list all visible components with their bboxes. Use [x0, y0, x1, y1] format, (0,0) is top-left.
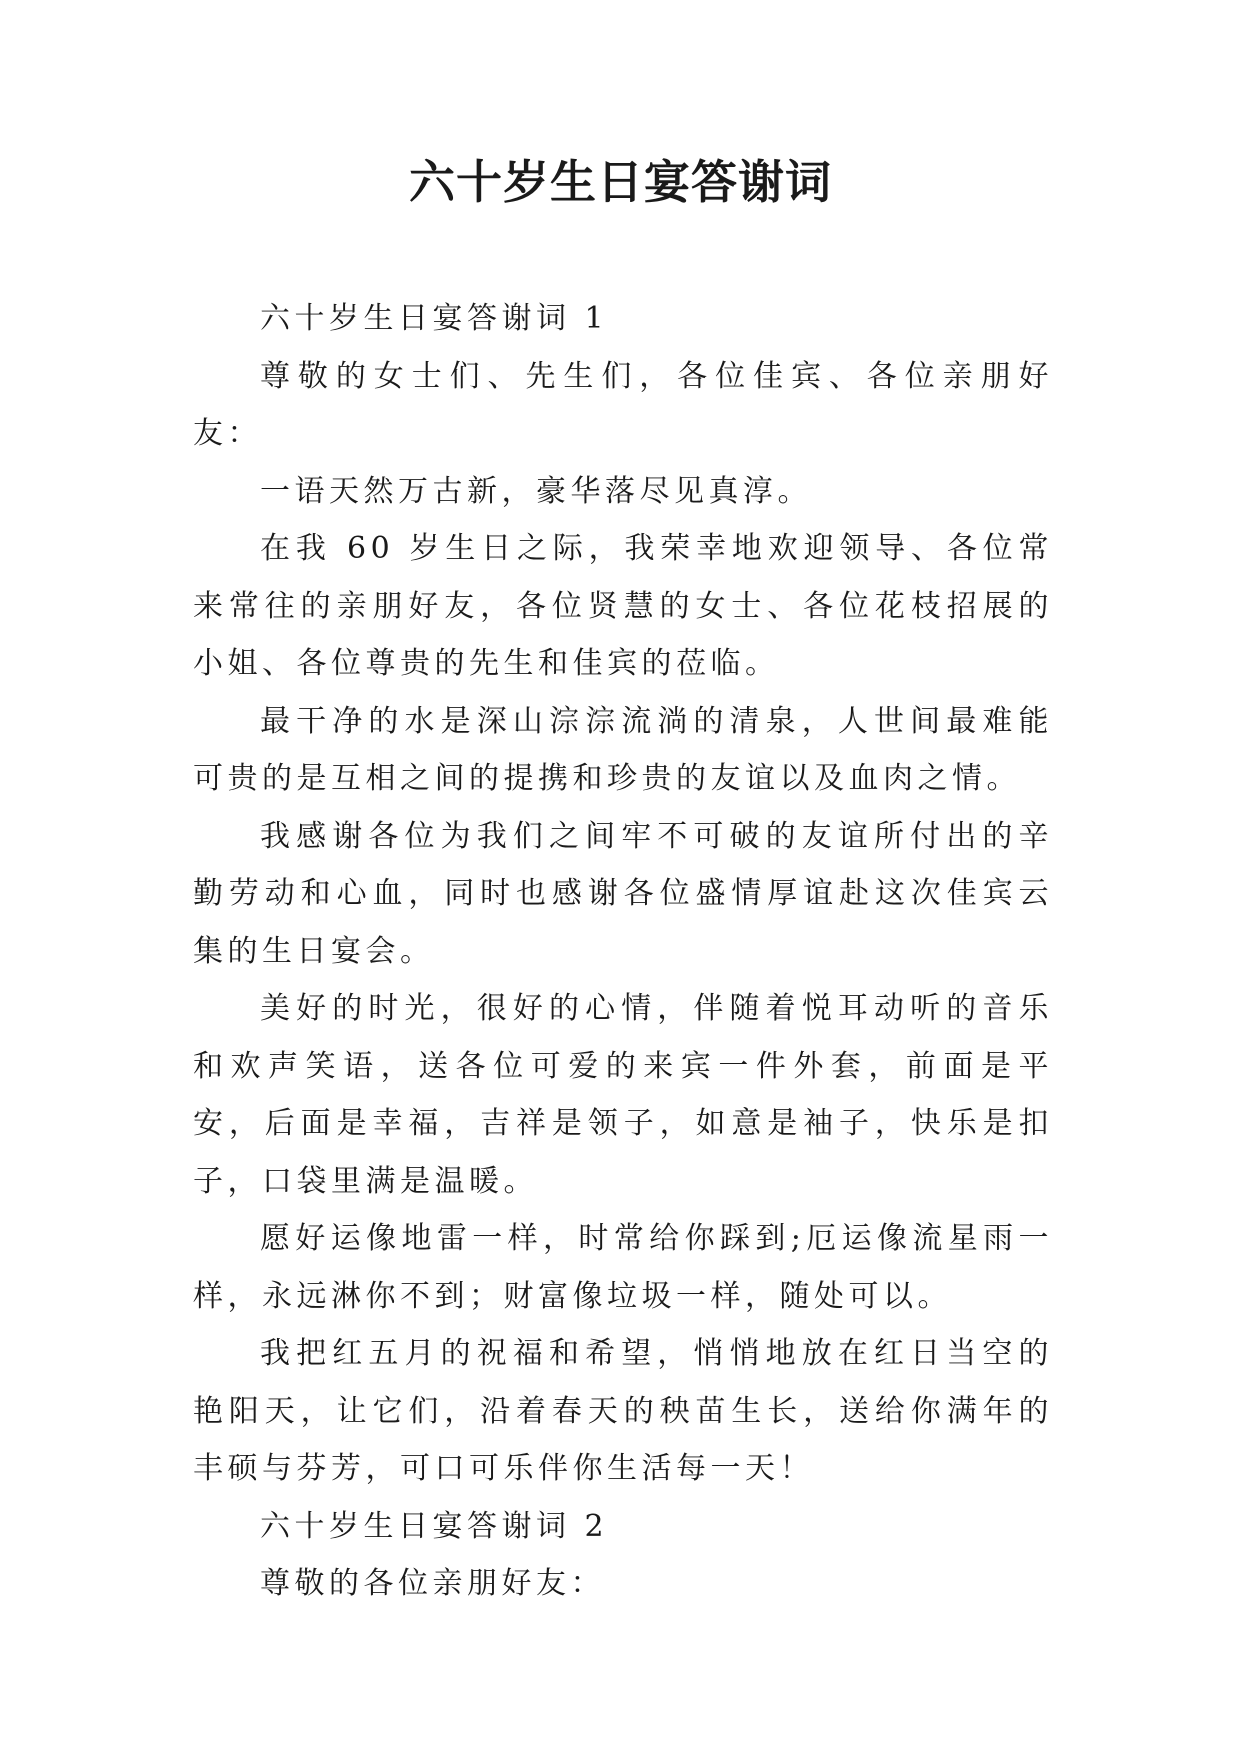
paragraph: 最干净的水是深山淙淙流淌的清泉，人世间最难能可贵的是互相之间的提携和珍贵的友谊以及血肉之情。 [193, 703, 1053, 796]
paragraph: 我感谢各位为我们之间牢不可破的友谊所付出的辛勤劳动和心血，同时也感谢各位盛情厚谊赴这次佳宾云集的生日宴会。 [193, 818, 1053, 969]
salutation: 尊敬的各位亲朋好友： [260, 1566, 605, 1601]
paragraph: 一语天然万古新，豪华落尽见真淳。 [260, 473, 812, 509]
subheading-2: 六十岁生日宴答谢词 2 [260, 1508, 609, 1544]
paragraph: 在我 60 岁生日之际，我荣幸地欢迎领导、各位常来常往的亲朋好友，各位贤慧的女士、各位花枝招展的小姐、各位尊贵的先生和佳宾的莅临。 [193, 531, 1053, 681]
salutation: 尊敬的女士们、先生们，各位佳宾、各位亲朋好友： [193, 358, 1053, 451]
paragraph: 美好的时光，很好的心情，伴随着悦耳动听的音乐和欢声笑语，送各位可爱的来宾一件外套，前面是平安，后面是幸福，吉祥是领子，如意是袖子，快乐是扣子，口袋里满是温暖。 [193, 991, 1053, 1199]
paragraph: 我把红五月的祝福和希望，悄悄地放在红日当空的艳阳天，让它们，沿着春天的秧苗生长，送给你满年的丰硕与芬芳，可口可乐伴你生活每一天！ [193, 1336, 1053, 1486]
paragraph: 愿好运像地雷一样，时常给你踩到;厄运像流星雨一样，永远淋你不到；财富像垃圾一样，随处可以。 [193, 1221, 1053, 1314]
subheading-1: 六十岁生日宴答谢词 1 [260, 301, 609, 336]
document-body [193, 290, 1053, 1613]
document-title: 六十岁生日宴答谢词 [409, 155, 832, 209]
